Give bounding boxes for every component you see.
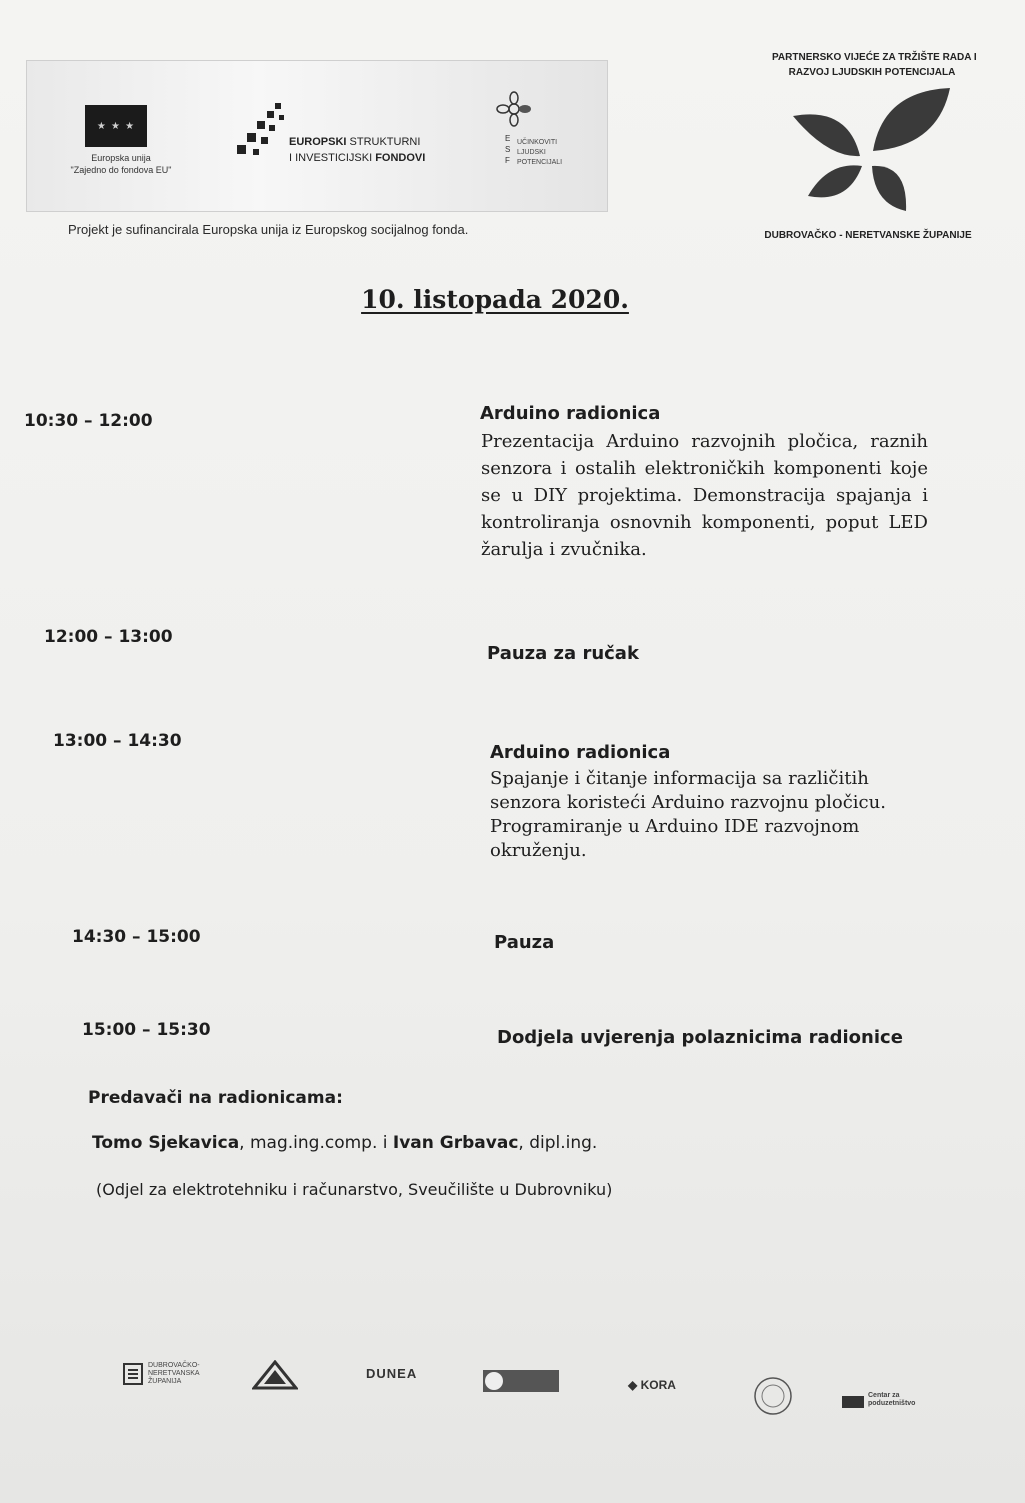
schedule-title: Dodjela uvjerenja polaznicima radionice xyxy=(497,1027,903,1048)
round-seal-logo-icon xyxy=(750,1376,796,1416)
schedule-time: 14:30 – 15:00 xyxy=(72,927,201,947)
dark-bar-logo-icon xyxy=(483,1370,559,1392)
butterfly-leaf-logo-icon xyxy=(788,86,953,221)
schedule-title: Pauza xyxy=(494,932,555,953)
schedule-time: 13:00 – 14:30 xyxy=(53,731,182,751)
page-title: 10. listopada 2020. xyxy=(361,285,629,314)
kora-shield-icon: ◆ xyxy=(628,1378,641,1392)
esf-flower-icon xyxy=(489,91,539,131)
council-title-line-2: RAZVOJ LJUDSKIH POTENCIJALA xyxy=(788,67,956,78)
schedule-time: 15:00 – 15:30 xyxy=(82,1020,211,1040)
council-region: DUBROVAČKO - NERETVANSKE ŽUPANIJE xyxy=(764,230,972,241)
dnz-logo: DUBROVAČKO-NERETVANSKA ŽUPANIJA xyxy=(122,1362,212,1386)
schedule-title: Arduino radionica xyxy=(480,403,661,424)
lecturers-heading: Predavači na radionicama: xyxy=(88,1088,343,1108)
eu-flag-caption-2: "Zajedno do fondova EU" xyxy=(70,165,172,175)
lecturers-department: (Odjel za elektrotehniku i računarstvo, Sveučilište u Dubrovniku) xyxy=(96,1180,613,1199)
lecturers-names: Tomo Sjekavica, mag.ing.comp. i Ivan Grbavac, dipl.ing. xyxy=(92,1133,598,1153)
esif-line-2: I INVESTICIJSKI FONDOVI xyxy=(289,152,426,164)
schedule-time: 12:00 – 13:00 xyxy=(44,627,173,647)
esf-text: UČINKOVITI LJUDSKI POTENCIJALI xyxy=(517,139,563,166)
eu-flag-caption: Europska unija xyxy=(91,153,151,163)
triangle-logo-icon xyxy=(252,1360,298,1390)
kora-logo: ◆ KORA xyxy=(628,1378,676,1392)
schedule-title: Pauza za ručak xyxy=(487,643,639,664)
esif-squares-icon xyxy=(237,101,292,161)
schedule-description: Spajanje i čitanje informacija sa različitih senzora koristeći Arduino razvojnu pločicu. Programiranje u Arduino IDE razvojnom okruženju. xyxy=(490,768,886,861)
eu-flag-icon: ★ ★ ★ xyxy=(85,105,147,147)
esif-line-1: EUROPSKI STRUKTURNI xyxy=(289,136,421,148)
schedule-title: Arduino radionica xyxy=(490,742,671,763)
council-title-line-1: PARTNERSKO VIJEĆE ZA TRŽIŠTE RADA I xyxy=(772,52,977,63)
esf-letters: E S F xyxy=(505,134,511,165)
funding-banner xyxy=(26,60,608,212)
dnz-crest-icon xyxy=(122,1362,144,1386)
schedule-time: 10:30 – 12:00 xyxy=(24,411,153,431)
funding-note: Projekt je sufinancirala Europska unija iz Europskog socijalnog fonda. xyxy=(68,222,469,237)
dunea-logo: DUNEA xyxy=(366,1366,418,1381)
centar-mark-icon xyxy=(842,1392,864,1408)
schedule-description: Prezentacija Arduino razvojnih pločica, raznih senzora i ostalih elektroničkih komponenti koje se u DIY projektima. Demonstracija spajanja i kontroliranja osnovnih komponenti, poput LED žarulja i zvučnika. xyxy=(481,431,928,560)
centar-logo: Centar za poduzetništvo xyxy=(842,1392,927,1408)
